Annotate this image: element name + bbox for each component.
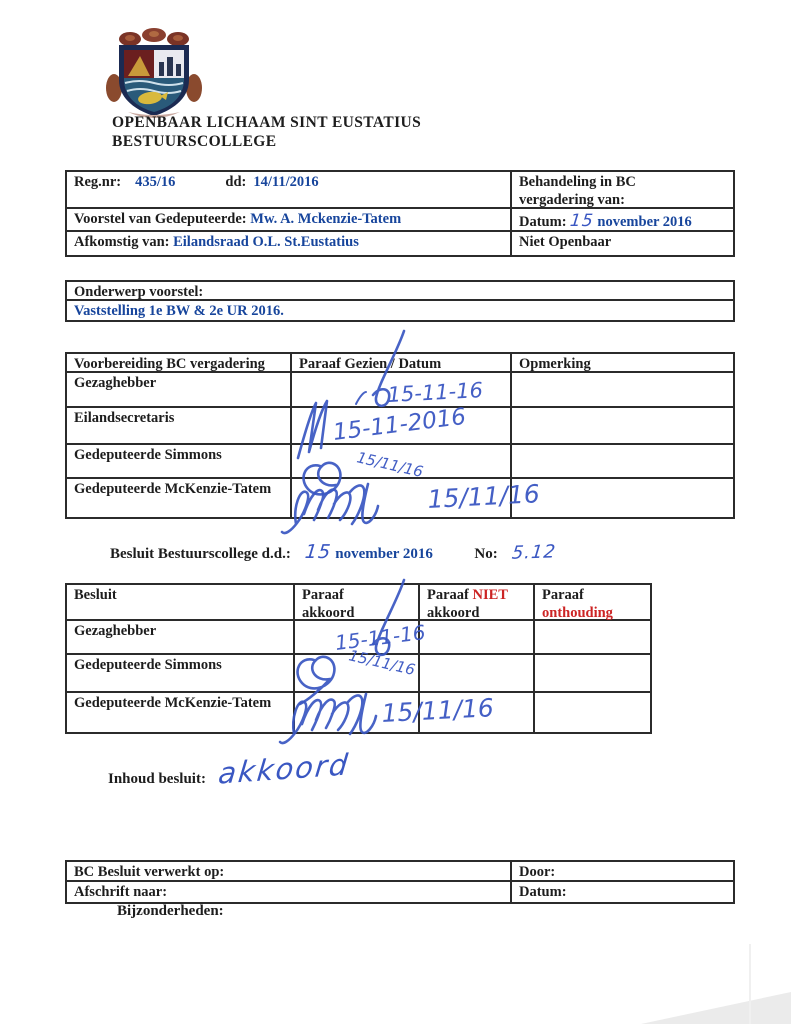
org-title-line1: OPENBAAR LICHAAM SINT EUSTATIUS <box>112 114 422 131</box>
dd-value: 14/11/2016 <box>253 174 319 190</box>
paraaf-onthouding-col-header <box>535 585 650 621</box>
besluit-row-paraaf-onthouding-cell <box>535 693 650 732</box>
besluit-row-paraaf-niet-cell <box>420 621 535 655</box>
paraaf-date-handwriting: 15-11-16 <box>333 620 427 655</box>
besluit-dd-printed-date: november 2016 <box>335 546 433 562</box>
opmerking-col-header: Opmerking <box>512 354 733 373</box>
inhoud-besluit-handwritten: akkoord <box>216 747 351 791</box>
voorbereiding-row-paraaf-cell <box>292 479 512 517</box>
voorbereiding-row-paraaf-cell <box>292 373 512 408</box>
voorbereiding-row-paraaf-cell <box>292 408 512 445</box>
besluit-row-functionary: Gezaghebber <box>67 621 295 655</box>
regnr-label: Reg.nr: <box>74 174 122 190</box>
regnr-cell <box>67 172 512 209</box>
behandeling-label-line2: vergadering van: <box>519 191 625 208</box>
paraaf-onthouding-header-line2: onthouding <box>542 604 613 621</box>
paraaf-date-handwriting: 15/11/16 <box>380 693 495 728</box>
paraaf-date-handwriting: 15-11-16 <box>387 378 484 407</box>
voorbereiding-row-paraaf-cell <box>292 445 512 482</box>
onderwerp-label: Onderwerp voorstel: <box>67 282 733 301</box>
voorbereiding-table <box>65 352 735 519</box>
besluit-row-paraaf-akkoord-cell <box>295 655 420 693</box>
org-title-line2: BESTUURSCOLLEGE <box>112 133 277 150</box>
paraaf-niet-header-word2: NIET <box>472 587 508 603</box>
datum-handwritten-day: 15 <box>569 211 595 231</box>
voorbereiding-col-header: Voorbereiding BC vergadering <box>67 354 292 373</box>
onderwerp-value: Vaststelling 1e BW & 2e UR 2016. <box>74 303 284 319</box>
afkomstig-cell <box>67 232 512 255</box>
besluit-no-handwritten: 5.12 <box>511 541 558 564</box>
voorbereiding-row-opmerking-cell <box>512 479 733 517</box>
afschrift-naar-label: Afschrift naar: <box>67 882 512 902</box>
voorbereiding-row-functionary: Gedeputeerde Simmons <box>67 445 292 479</box>
paraaf-date-handwriting: 15-11-2016 <box>331 403 468 446</box>
openbaar-status: Niet Openbaar <box>519 234 612 250</box>
voorbereiding-row-functionary: Gedeputeerde McKenzie-Tatem <box>67 479 292 517</box>
besluit-row-paraaf-niet-cell <box>420 693 535 732</box>
verwerkt-op-label: BC Besluit verwerkt op: <box>67 862 512 882</box>
paraaf-niet-header-word1: Paraaf <box>427 587 469 603</box>
paraaf-date-handwriting: 15/11/16 <box>347 646 417 680</box>
behandeling-cell <box>512 172 733 209</box>
paraaf-akkoord-header-line1: Paraaf <box>302 587 344 603</box>
paraaf-akkoord-header-line2: akkoord <box>302 604 355 621</box>
datum-label: Datum: <box>519 214 567 230</box>
paraaf-date-handwriting: 15/11/16 <box>426 479 541 514</box>
besluit-col-header: Besluit <box>67 585 295 621</box>
afkomstig-value: Eilandsraad O.L. St.Eustatius <box>173 234 359 250</box>
voorbereiding-row-functionary: Gezaghebber <box>67 373 292 408</box>
voorbereiding-row-functionary: Eilandsecretaris <box>67 408 292 445</box>
regnr-value: 435/16 <box>135 174 176 190</box>
afkomstig-label: Afkomstig van: <box>74 234 170 250</box>
voorstel-cell <box>67 209 512 232</box>
voorbereiding-row-opmerking-cell <box>512 445 733 479</box>
scan-shadow-edge <box>749 944 751 1024</box>
paraaf-niet-akkoord-col-header <box>420 585 535 621</box>
datum-cell <box>512 209 733 232</box>
voorstel-value: Mw. A. Mckenzie-Tatem <box>250 211 402 227</box>
besluit-dd-label: Besluit Bestuurscollege d.d.: <box>110 546 291 562</box>
besluit-row-paraaf-onthouding-cell <box>535 621 650 655</box>
besluit-row-paraaf-akkoord-cell <box>295 693 420 732</box>
besluit-row-paraaf-akkoord-cell <box>295 621 420 655</box>
besluit-no-label: No: <box>474 546 498 562</box>
behandeling-label-line1: Behandeling in BC <box>519 174 636 190</box>
voorstel-label: Voorstel van Gedeputeerde: <box>74 211 247 227</box>
dd-label: dd: <box>225 174 247 190</box>
paraaf-onthouding-header-line1: Paraaf <box>542 587 584 603</box>
bijzonderheden-label: Bijzonderheden: <box>117 903 224 919</box>
paraaf-niet-header-line2: akkoord <box>427 604 480 621</box>
verwerkt-datum-label: Datum: <box>519 884 567 900</box>
inhoud-besluit-line <box>108 747 351 791</box>
openbaar-status-cell <box>512 232 733 255</box>
besluit-row-paraaf-niet-cell <box>420 655 535 693</box>
paraaf-akkoord-col-header <box>295 585 420 621</box>
door-label: Door: <box>512 862 733 882</box>
paraaf-date-handwriting: 15/11/16 <box>355 448 425 482</box>
besluit-row-paraaf-onthouding-cell <box>535 655 650 693</box>
besluit-row-functionary: Gedeputeerde McKenzie-Tatem <box>67 693 295 732</box>
onderwerp-table <box>65 280 735 322</box>
scan-shadow-corner <box>641 992 791 1024</box>
besluit-table <box>65 583 652 734</box>
verwerking-table <box>65 860 735 904</box>
registration-table <box>65 170 735 257</box>
voorbereiding-row-opmerking-cell <box>512 408 733 445</box>
datum-printed: november 2016 <box>597 214 692 230</box>
inhoud-besluit-label: Inhoud besluit: <box>108 771 206 787</box>
besluit-dd-handwritten-day: 15 <box>304 541 333 563</box>
voorbereiding-row-opmerking-cell <box>512 373 733 408</box>
besluit-row-functionary: Gedeputeerde Simmons <box>67 655 295 693</box>
besluit-dd-line <box>110 541 556 563</box>
paraaf-gezien-col-header: Paraaf Gezien / Datum <box>292 354 512 373</box>
coat-of-arms-logo <box>98 26 210 120</box>
